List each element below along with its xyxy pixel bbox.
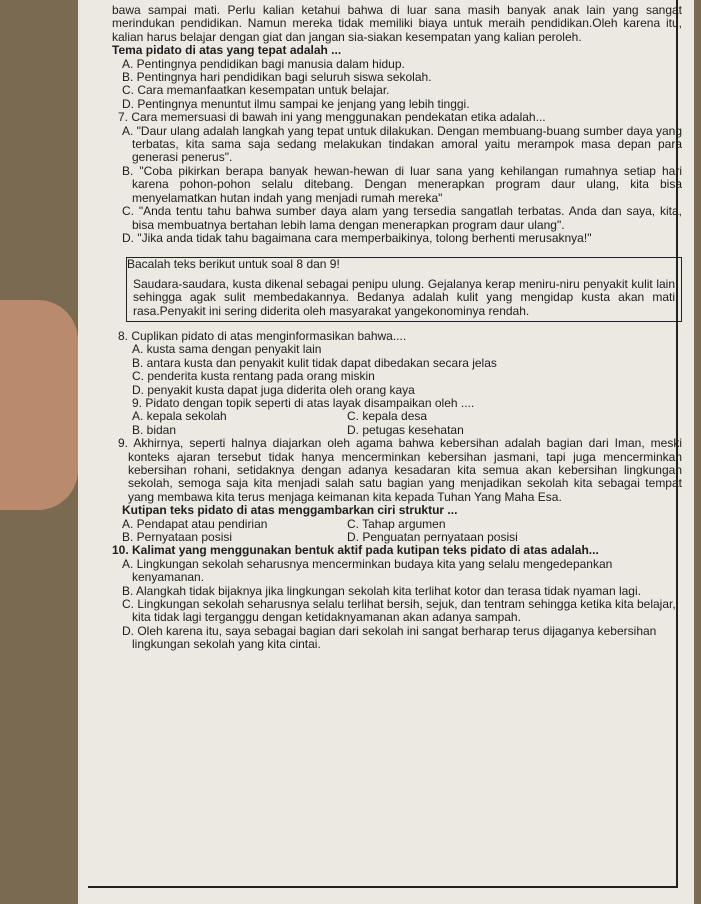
q7-option-a: A. "Daur ulang adalah langkah yang tepat untuk dilakukan. Dengan membuang-buang sumber daya yang terbatas, kita sama saja sedang melakukan tindakan amoral yaitu merampok masa depan para generasi penerus". <box>122 123 682 165</box>
q6-option-d: D. Pentingnya menuntut ilmu sampai ke jenjang yang lebih tinggi. <box>122 96 470 111</box>
intro-paragraph: bawa sampai mati. Perlu kalian ketahui bahwa di luar sana masih banyak anak lain yang sangat merindukan pendidikan. Namun mereka tidak memiliki biaya untuk meraih pendidikan.Oleh karena itu, kalian harus belajar dengan giat dan jangan sia-siakan kesempatan yang kalian peroleh. <box>112 3 682 44</box>
reading-passage-box <box>126 257 682 322</box>
q9b-option-d: D. Penguatan pernyataan posisi <box>347 530 518 545</box>
q9b-options-row-2 <box>112 531 682 544</box>
q10-option-c: C. Lingkungan sekolah seharusnya selalu terlihat bersih, sejuk, dan tentram sehingga ketika kita belajar, kita tidak lagi terganggu dengan ketidaknyamanan akan adanya sampah. <box>122 597 676 625</box>
q9a-options-row-2 <box>112 424 682 437</box>
q7-option-c: C. "Anda tentu tahu bahwa sumber daya alam yang tersedia sangatlah terbatas. Anda dan saya, kita, bisa membuatnya bertahan lebih lama dengan menerapkan program daur ulang". <box>122 204 682 232</box>
question-9b-stem: 9. Akhirnya, seperti halnya diajarkan oleh agama bahwa kebersihan adalah bagian dari Iman, meski konteks ajaran tersebut tidak hanya mencerminkan kebersihan jasmani, tapi juga mencerminkan kebersihan rohani, setidaknya dengan adanya kesadaran kita semua akan kebersihan lingkungan sekolah, semoga saja kita menjadi salah satu bagian yang menjadikan sekolah kita sebagai tempat yang membawa kita terus menjaga keimanan kita kepada Tuhan Yang Maha Esa. <box>118 436 682 504</box>
q9b-option-c: C. Tahap argumen <box>347 516 446 531</box>
holding-thumb <box>0 300 78 510</box>
passage-text: Saudara-saudara, kusta dikenal sebagai penipu ulung. Gejalanya kerap meniru-niru penyakit kulit lain sehingga agak sulit membedakannya. Bedanya adalah kulit yang mengidap kusta akan mati rasa.Penyakit ini sering diderita oleh masyarakat yangekonominya rendah. <box>133 276 675 318</box>
q10-option-d: D. Oleh karena itu, saya sebagai bagian dari sekolah ini sangat berharap terus dijaganya kebersihan lingkungan sekolah yang kita cintai. <box>122 623 657 652</box>
question-9a-stem: 9. Pidato dengan topik seperti di atas layak disampaikan oleh .... <box>132 395 475 410</box>
q10-option-b: B. Alangkah tidak bijaknya jika lingkungan sekolah kita terlihat kotor dan terasa tidak nyaman lagi. <box>122 583 641 598</box>
q7-option-b: B. "Coba pikirkan berapa banyak hewan-hewan di luar sana yang kehilangan rumahnya setiap hari karena pohon-pohon selalu ditebang. Dengan menerapkan program daur ulang, kita bisa menyelamatkan hutan indah yang menjadi rumah mereka" <box>122 163 682 205</box>
exam-page <box>112 4 682 652</box>
q10-option-a: A. Lingkungan sekolah seharusnya mencerminkan budaya kita yang selalu mengedepankan kenyamanan. <box>122 556 613 585</box>
q9a-option-c: C. kepala desa <box>347 409 428 424</box>
passage-heading: Bacalah teks berikut untuk soal 8 dan 9! <box>127 257 340 272</box>
q9a-option-a: A. kepala sekolah <box>132 409 227 424</box>
question-9b-prompt: Kutipan teks pidato di atas menggambarkan ciri struktur ... <box>122 503 458 518</box>
question-7-stem: 7. Cara memersuasi di bawah ini yang menggunakan pendekatan etika adalah... <box>118 110 546 125</box>
q8-option-b: B. antara kusta dan penyakit kulit tidak dapat dibedakan secara jelas <box>132 355 497 370</box>
q9b-option-b: B. Pernyataan posisi <box>122 530 233 545</box>
q9b-option-a: A. Pendapat atau pendirian <box>122 516 268 531</box>
q8-option-a: A. kusta sama dengan penyakit lain <box>132 342 322 357</box>
question-6-stem: Tema pidato di atas yang tepat adalah ... <box>112 43 342 58</box>
q7-option-d: D. "Jika anda tidak tahu bagaimana cara memperbaikinya, tolong berhenti merusaknya!" <box>122 230 592 245</box>
q6-option-a: A. Pentingnya pendidikan bagi manusia dalam hidup. <box>122 56 405 71</box>
q9b-options-row-1 <box>112 518 682 531</box>
q9a-options-row-1 <box>112 410 682 423</box>
question-10-stem: 10. Kalimat yang menggunakan bentuk aktif pada kutipan teks pidato di atas adalah... <box>112 543 599 558</box>
q6-option-c: C. Cara memanfaatkan kesempatan untuk belajar. <box>122 83 390 98</box>
q6-option-b: B. Pentingnya hari pendidikan bagi seluruh siswa sekolah. <box>122 70 432 85</box>
q9a-option-b: B. bidan <box>132 422 177 437</box>
question-8-stem: 8. Cuplikan pidato di atas menginformasikan bahwa.... <box>118 328 407 343</box>
q9a-option-d: D. petugas kesehatan <box>347 422 464 437</box>
q8-option-c: C. penderita kusta rentang pada orang miskin <box>132 369 375 384</box>
q8-option-d: D. penyakit kusta dapat juga diderita oleh orang kaya <box>132 382 415 397</box>
